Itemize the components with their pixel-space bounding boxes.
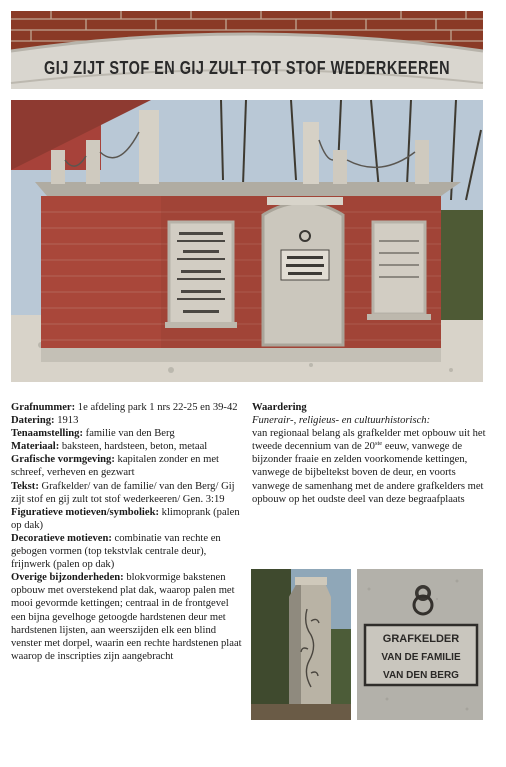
field-vormgeving: [11, 453, 246, 479]
field-decoratief: [11, 532, 246, 571]
figuratief-label: Figuratieve motieven/symboliek:: [11, 506, 159, 518]
pillar-detail-photo: [251, 569, 351, 720]
monument-details: [11, 401, 246, 663]
vormgeving-label: Grafische vormgeving:: [11, 454, 115, 466]
tekst-value: Grafkelder/ van de familie/ van den Berg/ Gij zijt stof en gij zult tot stof wederkeeren/ Gen. 3:19: [11, 480, 235, 505]
grafnummer-value: 1e afdeling park 1 nrs 22-25 en 39-42: [77, 402, 238, 413]
grave-vault-photo: [11, 100, 483, 382]
door-plaque-line-3: VAN DEN BERG: [383, 670, 459, 681]
tekst-label: Tekst:: [11, 480, 39, 492]
waardering-body-part2: eeuw, vanwege de bijzonder fraaie en zelden voorkomende kettingen, vanwege de bijbeltekst boven de deur, en voorts vanwege de samenhang met de andere grafkelders met opbouw op het oudste deel van deze begraafplaats: [252, 441, 484, 505]
vormgeving-value: kapitalen zonder en met schreef, verheven en gezwart: [11, 454, 219, 479]
waardering-body: [252, 427, 490, 506]
decoratief-value: combinatie van rechte en gebogen vormen (top tekstvlak centrale deur), frijnwerk (palen op dak): [11, 532, 221, 571]
tenaamstelling-label: Tenaamstelling:: [11, 428, 84, 440]
field-grafnummer: [11, 401, 246, 414]
field-tenaamstelling: [11, 427, 246, 440]
field-tekst: [11, 480, 246, 506]
door-plaque-detail-image: [357, 569, 483, 720]
datering-label: Datering:: [11, 415, 55, 427]
field-materiaal: [11, 440, 246, 453]
waardering-title: Waardering: [252, 402, 307, 413]
figuratief-value: klimoprank (palen op dak): [11, 506, 240, 531]
waardering-section: [252, 401, 490, 506]
grafnummer-label: Grafnummer:: [11, 402, 76, 413]
tenaamstelling-value: familie van den Berg: [85, 428, 175, 440]
overige-label: Overige bijzonderheden:: [11, 572, 124, 584]
waardering-subtitle: Funerair-, religieus- en cultuurhistorisch:: [252, 415, 431, 427]
field-datering: [11, 414, 246, 427]
waardering-body-part1: van regionaal belang als grafkelder met opbouw uit het tweede decennium van de 20: [252, 428, 486, 453]
door-plaque-detail-photo: [357, 569, 483, 720]
materiaal-value: baksteen, hardsteen, beton, metaal: [61, 441, 208, 453]
pillar-detail-image: [251, 569, 351, 720]
waardering-body-sup: ste: [374, 440, 383, 448]
overige-value: blokvormige bakstenen opbouw met overstekend plat dak, waarop palen met mooi gevormde kettingen; centraal in de frontgevel een bijna gevelhoge getoogde hardstenen deur met hardstenen lijsten, aan weerszijden elk een blind venster met dorpel, waarin een rechte hardstenen plaat waarop de inscripties zijn aangebracht: [11, 572, 242, 662]
inscription-lintel-image: [11, 11, 483, 89]
field-figuratief: [11, 506, 246, 532]
inscription-lintel-photo: [11, 11, 483, 89]
door-plaque-line-2: VAN DE FAMILIE: [381, 652, 461, 663]
grave-vault-image: [11, 100, 483, 382]
door-plaque-line-1: GRAFKELDER: [382, 633, 460, 645]
datering-value: 1913: [57, 415, 79, 427]
decoratief-label: Decoratieve motieven:: [11, 532, 112, 544]
field-overige: [11, 571, 246, 663]
inscription-text: GIJ ZIJT STOF EN GIJ ZULT TOT STOF WEDERKEEREN: [44, 58, 450, 78]
materiaal-label: Materiaal:: [11, 441, 60, 453]
